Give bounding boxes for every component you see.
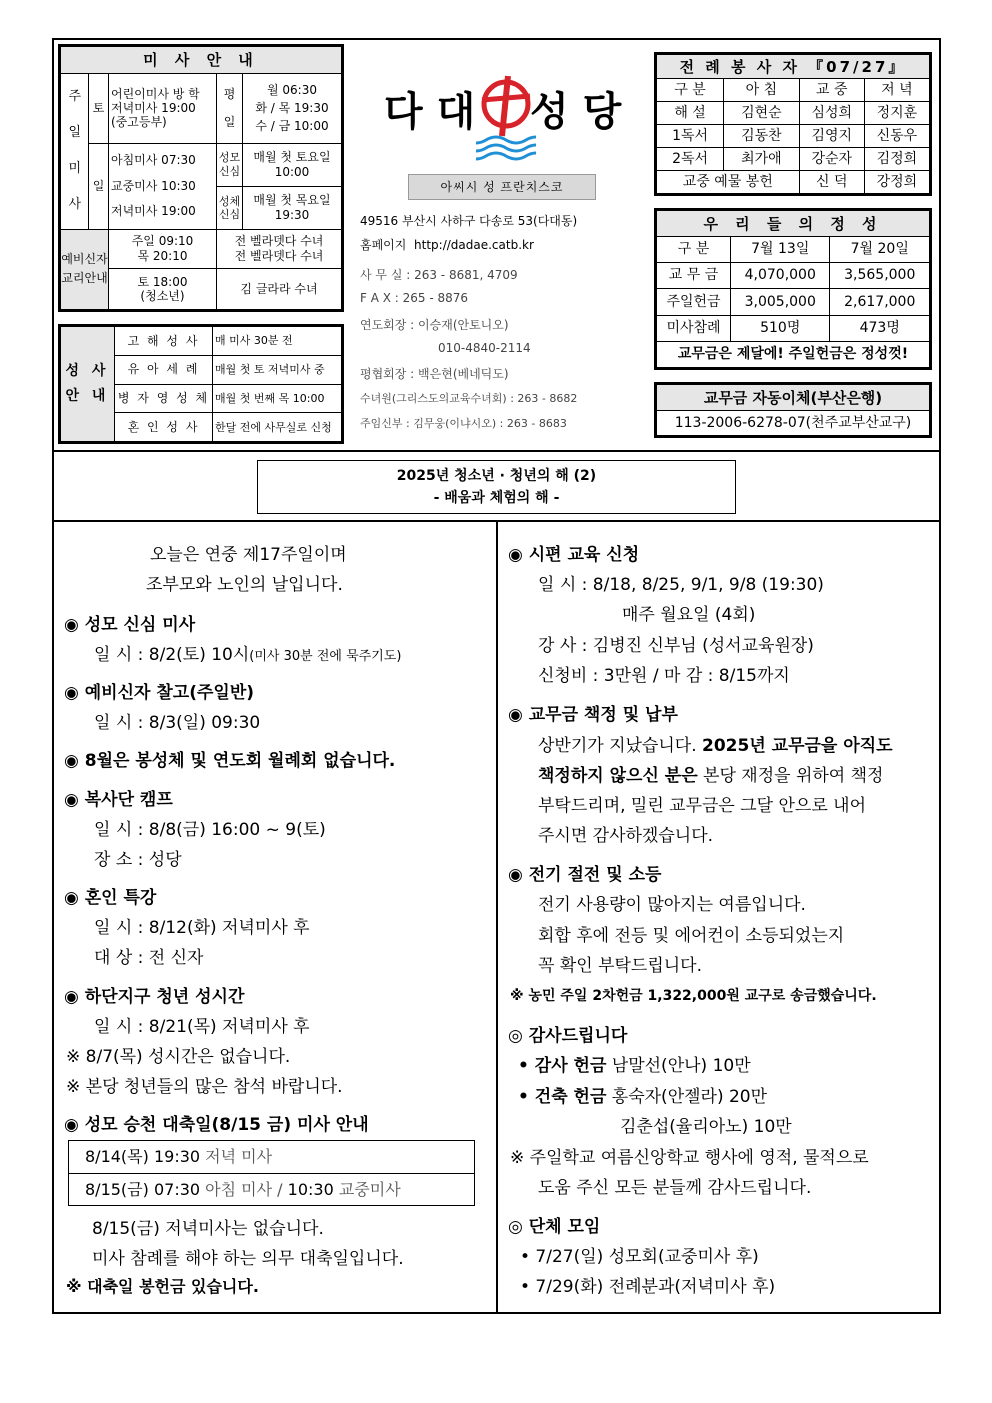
notice-text: 도움 주신 모든 분들께 감사드립니다.	[538, 1178, 812, 1198]
sacrament-name: 고 해 성 사	[115, 327, 213, 356]
offerings-cell: 473명	[830, 315, 930, 341]
notice-text: 주시면 감사하겠습니다.	[538, 826, 714, 846]
notice-text: ※ 본당 청년들의 많은 참석 바랍니다.	[66, 1077, 343, 1097]
column-divider	[496, 520, 498, 1314]
notice-title: ◉ 하단지구 청년 성시간	[64, 987, 245, 1007]
office-phone: 사 무 실 : 263 - 8681, 4709	[360, 268, 518, 282]
sacrament-time: 한달 전에 사무실로 신청	[213, 413, 342, 442]
servers-header: 구 분	[657, 79, 724, 102]
servers-header: 아 침	[724, 79, 800, 102]
servers-cell: 신동우	[864, 125, 929, 148]
mass-guide-title: 미 사 안 내	[61, 47, 342, 74]
cross-emblem-icon	[476, 74, 536, 164]
year-theme	[257, 460, 736, 514]
notice-text: 전기 사용량이 많아지는 여름입니다.	[538, 895, 806, 915]
servers-header: 저 녁	[864, 79, 929, 102]
logo-text-right: 성 당	[530, 89, 622, 135]
parish-address: 49516 부산시 사하구 다송로 53(다대동)	[360, 214, 578, 228]
notice-title: ◉ 혼인 특강	[64, 888, 157, 908]
liturgy-servers-table	[654, 52, 932, 196]
servers-cell: 신 덕	[799, 171, 864, 194]
logo-text-left: 다 대	[384, 89, 476, 135]
notice-text: 부탁드리며, 밀린 교무금은 그달 안으로 내어	[538, 796, 867, 816]
offerings-cell: 510명	[731, 315, 830, 341]
sunday-masses: 아침미사 07:30 교중미사 10:30 저녁미사 19:00	[109, 143, 217, 229]
servers-cell: 강정희	[864, 171, 929, 194]
servers-cell: 김정희	[864, 148, 929, 171]
notice-title: ◎ 단체 모임	[508, 1217, 601, 1237]
notice-text: 매주 월요일 (4회)	[622, 605, 756, 625]
notice-text: 책정하지 않으신 분은 본당 재정을 위하여 책정	[538, 766, 884, 786]
notice-text: 일 시 : 8/12(화) 저녁미사 후	[94, 918, 310, 938]
notice-text: ※ 8/7(목) 성시간은 없습니다.	[66, 1047, 291, 1067]
header-divider	[54, 450, 939, 452]
sacrament-time: 매 미사 30분 전	[213, 327, 342, 356]
auto-transfer-title: 교무금 자동이체(부산은행)	[657, 385, 930, 411]
servers-cell: 김현순	[724, 102, 800, 125]
sacrament-name: 유 아 세 례	[115, 355, 213, 384]
catechumen-time-2: 토 18:00 (청소년)	[109, 268, 217, 309]
sacrament-time: 매월 첫 번째 목 10:00	[213, 384, 342, 413]
notice-title: ◉ 교무금 책정 및 납부	[508, 705, 678, 725]
servers-cell: 김동찬	[724, 125, 800, 148]
intro-line-2: 조부모와 노인의 날입니다.	[146, 575, 343, 595]
notice-text: 일 시 : 8/3(일) 09:30	[94, 713, 261, 733]
catechumen-time-1: 주일 09:10 목 20:10	[109, 229, 217, 268]
servers-cell: 김영지	[799, 125, 864, 148]
notice-text: ※ 농민 주일 2차헌금 1,322,000원 교구로 송금했습니다.	[510, 988, 877, 1004]
servers-offering-label: 교중 예물 봉헌	[657, 171, 800, 194]
notice-text: • 7/27(일) 성모회(교중미사 후)	[520, 1247, 759, 1267]
auto-transfer-account: 113-2006-6278-07(천주교부산교구)	[657, 411, 930, 436]
homepage-link[interactable]: http://dadae.catb.kr	[414, 238, 534, 252]
offerings-title: 우 리 들 의 정 성	[657, 211, 930, 237]
servers-cell: 해 설	[657, 102, 724, 125]
assumption-mass-table	[68, 1140, 475, 1206]
theme-line-2: - 배움과 체험의 해 -	[433, 490, 560, 506]
catechumen-teacher-1: 전 벨라뎃다 수녀 전 벨라뎃다 수녀	[217, 229, 342, 268]
mass-row: 8/15(금) 07:30 아침 미사 / 10:30 교중미사	[69, 1173, 474, 1205]
convent-phone: 수녀원(그리스도의교육수녀회) : 263 - 8682	[360, 392, 578, 405]
saturday-label: 토	[89, 73, 109, 143]
notice-text: 장 소 : 성당	[94, 850, 182, 870]
offerings-cell: 3,005,000	[731, 289, 830, 315]
notice-title: ◉ 8월은 봉성체 및 연도회 월례회 없습니다.	[64, 751, 396, 771]
sacrament-guide-title: 성 사 안 내	[61, 327, 115, 442]
notice-text: 김춘섭(율리아노) 10만	[620, 1117, 792, 1137]
sacrament-guide-table	[58, 324, 344, 444]
notice-title: ◉ 예비신자 찰고(주일반)	[64, 683, 255, 703]
devotion-eucharist-label: 성체 신심	[217, 186, 243, 229]
notice-text: 상반기가 지났습니다. 2025년 교무금을 아직도	[538, 736, 893, 756]
mass-guide-table	[58, 44, 344, 312]
assoc-phone: 010-4840-2114	[438, 341, 531, 355]
offerings-note: 교무금은 제달에! 주일헌금은 정성껏!	[657, 341, 930, 367]
sunday-label: 일	[89, 143, 109, 229]
patron-saint: 아씨시 성 프란치스코	[408, 174, 596, 200]
notice-text: ※ 대축일 봉헌금 있습니다.	[66, 1277, 259, 1296]
mass-row: 8/14(목) 19:30 저녁 미사	[85, 1147, 273, 1166]
offerings-cell: 미사참례	[657, 315, 731, 341]
servers-cell: 2독서	[657, 148, 724, 171]
notice-title: ◎ 감사드립니다	[508, 1026, 628, 1046]
intro-line-1: 오늘은 연중 제17주일이며	[150, 545, 347, 565]
parish-logo	[384, 80, 624, 170]
notice-text: • 건축 헌금 홍숙자(안젤라) 20만	[518, 1087, 768, 1107]
notice-text: • 감사 헌금 남말선(안나) 10만	[518, 1056, 751, 1076]
notice-title: ◉ 성모 신심 미사	[64, 615, 196, 635]
servers-cell: 강순자	[799, 148, 864, 171]
catechumen-label: 예비신자 교리안내	[61, 229, 109, 309]
notice-text: 미사 참례를 해야 하는 의무 대축일입니다.	[92, 1249, 404, 1269]
sunday-mass-label: 주 일 미 사	[61, 73, 89, 229]
sacrament-name: 혼 인 성 사	[115, 413, 213, 442]
weekday-label: 평 일	[217, 73, 243, 143]
notice-text: 일 시 : 8/2(토) 10시(미사 30분 전에 묵주기도)	[94, 645, 402, 665]
devotion-marian-time: 매월 첫 토요일 10:00	[243, 143, 342, 186]
servers-cell: 최가애	[724, 148, 800, 171]
servers-header: 교 중	[799, 79, 864, 102]
notice-text: 일 시 : 8/18, 8/25, 9/1, 9/8 (19:30)	[538, 575, 824, 595]
notice-text: 일 시 : 8/8(금) 16:00 ~ 9(토)	[94, 820, 326, 840]
notice-text: 강 사 : 김병진 신부님 (성서교육원장)	[538, 636, 814, 656]
offerings-cell: 4,070,000	[731, 263, 830, 289]
notice-title: ◉ 복사단 캠프	[64, 790, 173, 810]
notice-text: 8/15(금) 저녁미사는 없습니다.	[92, 1219, 324, 1239]
sacrament-time: 매월 첫 토 저녁미사 중	[213, 355, 342, 384]
offerings-header: 구 분	[657, 237, 731, 263]
notice-text: 꼭 확인 부탁드립니다.	[538, 956, 703, 976]
pastor-phone: 주임신부 : 김무웅(이냐시오) : 263 - 8683	[360, 417, 567, 430]
catechumen-teacher-2: 김 글라라 수녀	[217, 268, 342, 309]
homepage-row: 홈페이지 http://dadae.catb.kr	[360, 238, 534, 252]
offerings-cell: 3,565,000	[830, 263, 930, 289]
notice-text: ※ 주일학교 여름신앙학교 행사에 영적, 물적으로	[510, 1148, 869, 1168]
servers-title: 전 례 봉 사 자 『07/27』	[657, 55, 930, 79]
offerings-cell: 주일헌금	[657, 289, 731, 315]
notice-text: 회합 후에 전등 및 에어컨이 소등되었는지	[538, 926, 845, 946]
offerings-header: 7월 13일	[731, 237, 830, 263]
devotion-marian-label: 성모 신심	[217, 143, 243, 186]
offerings-cell: 2,617,000	[830, 289, 930, 315]
council-chair: 평협회장 : 백은현(베네딕도)	[360, 367, 509, 381]
notice-text: 일 시 : 8/21(목) 저녁미사 후	[94, 1017, 310, 1037]
notice-text: 대 상 : 전 신자	[94, 948, 204, 968]
servers-cell: 심성희	[799, 102, 864, 125]
auto-transfer-box	[654, 382, 932, 438]
notice-title: ◉ 시편 교육 신청	[508, 545, 640, 565]
saturday-masses: 어린이미사 방 학 저녁미사 19:00 (중고등부)	[109, 73, 217, 143]
notice-title: ◉ 성모 승천 대축일(8/15 금) 미사 안내	[64, 1115, 369, 1135]
fax-number: F A X : 265 - 8876	[360, 291, 469, 305]
assoc-chair: 연도회장 : 이승재(안토니오)	[360, 318, 509, 332]
notice-text: • 7/29(화) 전례분과(저녁미사 후)	[520, 1277, 776, 1297]
sacrament-name: 병 자 영 성 체	[115, 384, 213, 413]
weekday-times: 월 06:30 화 / 목 19:30 수 / 금 10:00	[243, 73, 342, 143]
offerings-header: 7월 20일	[830, 237, 930, 263]
servers-cell: 정지훈	[864, 102, 929, 125]
servers-cell: 1독서	[657, 125, 724, 148]
devotion-eucharist-time: 매월 첫 목요일 19:30	[243, 186, 342, 229]
offerings-table	[654, 208, 932, 370]
notice-title: ◉ 전기 절전 및 소등	[508, 865, 662, 885]
offerings-cell: 교 무 금	[657, 263, 731, 289]
theme-line-1: 2025년 청소년 · 청년의 해 (2)	[396, 468, 597, 484]
notice-text: 신청비 : 3만원 / 마 감 : 8/15까지	[538, 666, 790, 686]
